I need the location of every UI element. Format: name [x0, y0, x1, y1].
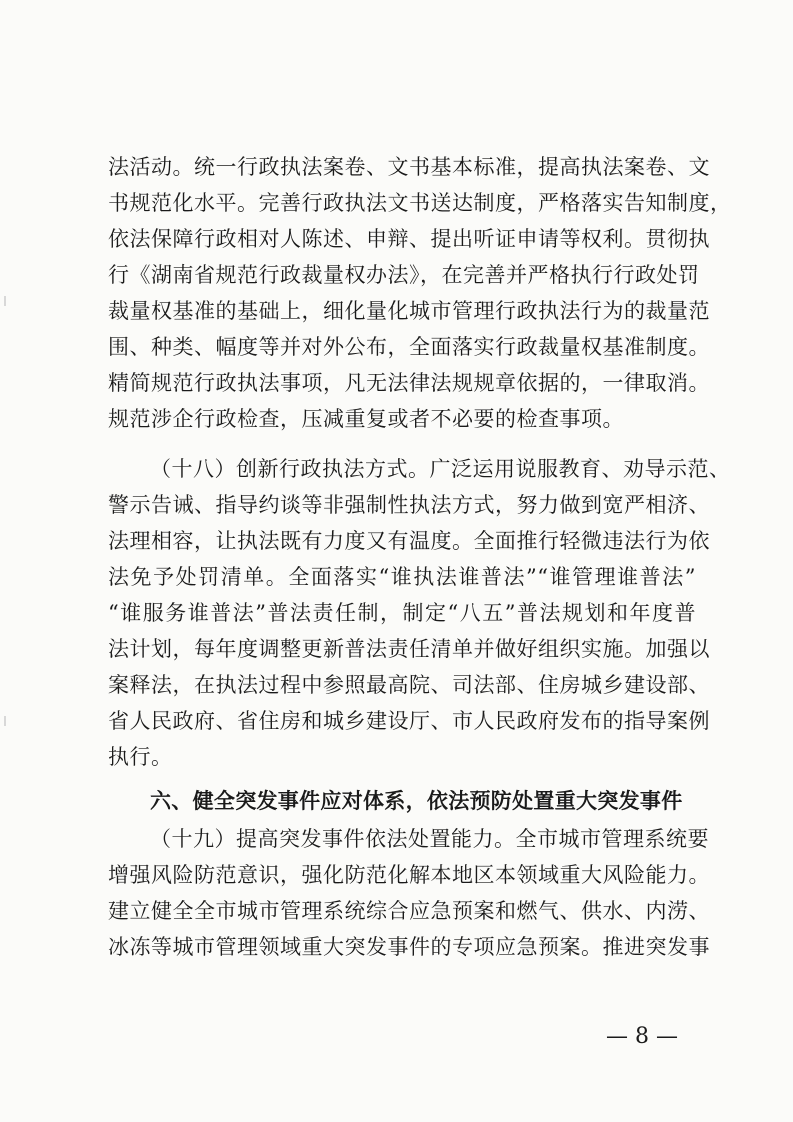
paragraph-line: 执行。 — [108, 745, 173, 769]
paragraph-line: 建立健全全市城市管理系统综合应急预案和燃气、供水、内涝、 — [108, 899, 710, 923]
paragraph-line: 省人民政府、省住房和城乡建设厅、市人民政府发布的指导案例 — [108, 709, 710, 733]
paragraph-line: 依法保障行政相对人陈述、申辩、提出听证申请等权利。贯彻执 — [108, 227, 710, 251]
scan-edge-mark — [4, 716, 6, 726]
paragraph-line: 增强风险防范意识，强化防范化解本地区本领域重大风险能力。 — [108, 863, 710, 887]
paragraph-line: （十八）创新行政执法方式。广泛运用说服教育、劝导示范、 — [150, 457, 731, 481]
paragraph-line: 冰冻等城市管理领域重大突发事件的专项应急预案。推进突发事 — [108, 935, 710, 959]
paragraph-line: 法免予处罚清单。全面落实“谁执法谁普法”“谁管理谁普法” — [108, 565, 696, 589]
paragraph-line: 警示告诫、指导约谈等非强制性执法方式，努力做到宽严相济、 — [108, 493, 710, 517]
paragraph-line: 裁量权基准的基础上，细化量化城市管理行政执法行为的裁量范 — [108, 299, 710, 323]
paragraph-line: 法计划，每年度调整更新普法责任清单并做好组织实施。加强以 — [108, 637, 710, 661]
paragraph-line: 精简规范行政执法事项，凡无法律法规规章依据的，一律取消。 — [108, 371, 710, 395]
paragraph-line: 法理相容，让执法既有力度又有温度。全面推行轻微违法行为依 — [108, 529, 710, 553]
page-number: — 8 — — [606, 1024, 678, 1049]
scan-edge-mark — [4, 296, 6, 306]
paragraph-line: 法活动。统一行政执法案卷、文书基本标准，提高执法案卷、文 — [108, 155, 710, 179]
paragraph-line: （十九）提高突发事件依法处置能力。全市城市管理系统要 — [150, 827, 709, 851]
section-heading: 六、健全突发事件应对体系，依法预防处置重大突发事件 — [150, 789, 683, 813]
paragraph-line: “谁服务谁普法”普法责任制，制定“八五”普法规划和年度普 — [108, 601, 696, 625]
paragraph-line: 行《湖南省规范行政裁量权办法》，在完善并严格执行行政处罚 — [108, 263, 700, 287]
paragraph-line: 书规范化水平。完善行政执法文书送达制度，严格落实告知制度， — [108, 191, 732, 215]
paragraph-line: 围、种类、幅度等并对外公布，全面落实行政裁量权基准制度。 — [108, 335, 710, 359]
paragraph-line: 规范涉企行政检查，压减重复或者不必要的检查事项。 — [108, 407, 624, 431]
paragraph-line: 案释法，在执法过程中参照最高院、司法部、住房城乡建设部、 — [108, 673, 710, 697]
